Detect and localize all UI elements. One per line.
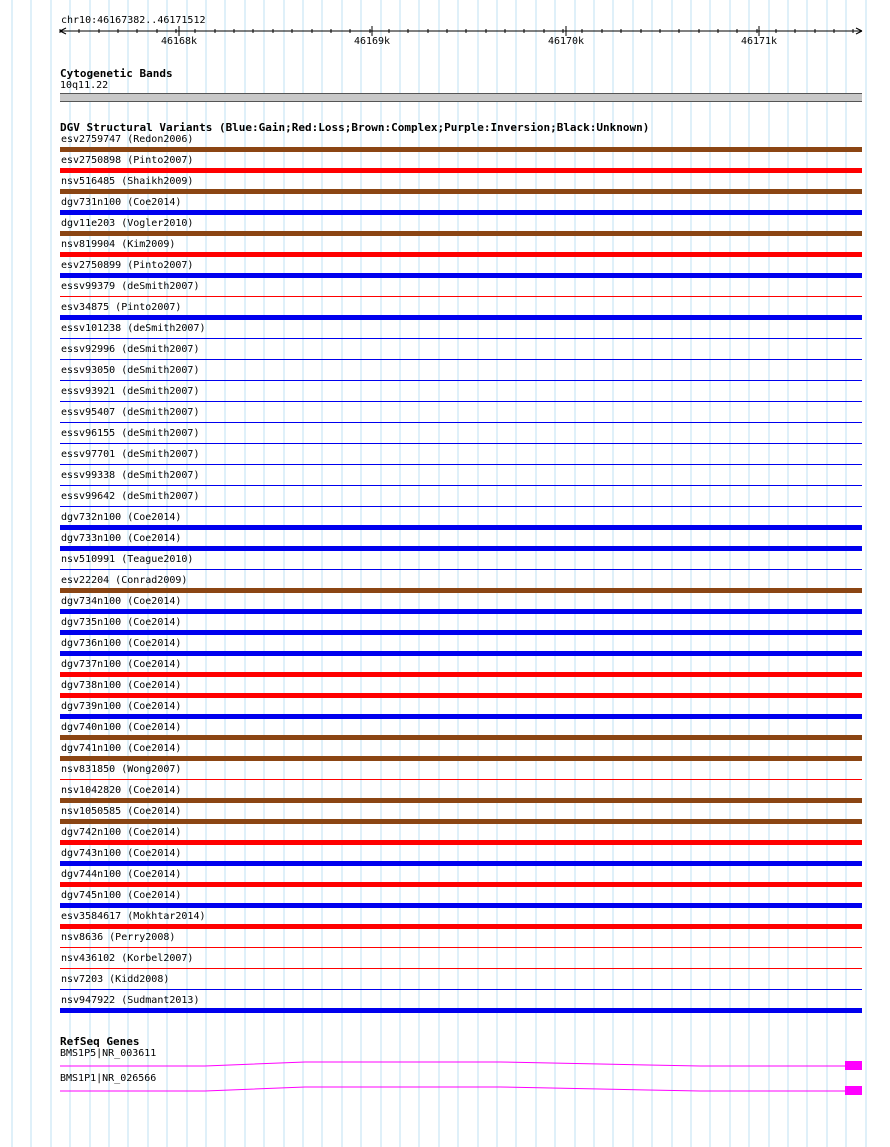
gene-exon-block[interactable]	[845, 1061, 862, 1070]
dgv-feature-label[interactable]: esv22204 (Conrad2009)	[61, 575, 188, 586]
dgv-feature-label[interactable]: dgv745n100 (Coe2014)	[61, 890, 182, 901]
ruler-location: chr10:46167382..46171512	[61, 15, 206, 26]
dgv-feature-label[interactable]: dgv11e203 (Vogler2010)	[61, 218, 194, 229]
dgv-feature-label[interactable]: essv95407 (deSmith2007)	[61, 407, 200, 418]
dgv-feature-label[interactable]: essv92996 (deSmith2007)	[61, 344, 200, 355]
dgv-feature-label[interactable]: essv101238 (deSmith2007)	[61, 323, 206, 334]
dgv-feature-label[interactable]: dgv741n100 (Coe2014)	[61, 743, 182, 754]
dgv-feature-label[interactable]: dgv734n100 (Coe2014)	[61, 596, 182, 607]
dgv-feature-label[interactable]: dgv742n100 (Coe2014)	[61, 827, 182, 838]
ruler-tick-label: 46169k	[353, 36, 391, 47]
dgv-feature-label[interactable]: essv97701 (deSmith2007)	[61, 449, 200, 460]
dgv-feature-label[interactable]: dgv743n100 (Coe2014)	[61, 848, 182, 859]
dgv-feature-label[interactable]: essv99338 (deSmith2007)	[61, 470, 200, 481]
dgv-feature-label[interactable]: esv2750899 (Pinto2007)	[61, 260, 194, 271]
gene-intron-line[interactable]	[60, 1087, 845, 1091]
ruler-tick-label: 46171k	[740, 36, 778, 47]
gene-intron-line[interactable]	[60, 1062, 845, 1066]
dgv-feature-label[interactable]: nsv8636 (Perry2008)	[61, 932, 176, 943]
dgv-feature-label[interactable]: nsv947922 (Sudmant2013)	[61, 995, 200, 1006]
gene-label-bms1p5[interactable]: BMS1P5|NR_003611	[60, 1048, 157, 1059]
dgv-feature-label[interactable]: nsv831850 (Wong2007)	[61, 764, 182, 775]
dgv-feature-label[interactable]: nsv1050585 (Coe2014)	[61, 806, 182, 817]
dgv-feature-label[interactable]: nsv516485 (Shaikh2009)	[61, 176, 194, 187]
dgv-feature-label[interactable]: essv99642 (deSmith2007)	[61, 491, 200, 502]
refseq-track-title[interactable]: RefSeq Genes	[60, 1035, 140, 1048]
dgv-feature-label[interactable]: dgv738n100 (Coe2014)	[61, 680, 182, 691]
dgv-feature-label[interactable]: dgv736n100 (Coe2014)	[61, 638, 182, 649]
dgv-feature-label[interactable]: dgv744n100 (Coe2014)	[61, 869, 182, 880]
dgv-feature-label[interactable]: nsv436102 (Korbel2007)	[61, 953, 194, 964]
dgv-track-title[interactable]: DGV Structural Variants (Blue:Gain;Red:Loss;Brown:Complex;Purple:Inversion;Black:Unknown)	[60, 121, 650, 134]
dgv-feature-label[interactable]: essv99379 (deSmith2007)	[61, 281, 200, 292]
ruler-tick-label: 46168k	[160, 36, 198, 47]
cytobands-track-title[interactable]: Cytogenetic Bands	[60, 67, 173, 80]
ruler-tick-label: 46170k	[547, 36, 585, 47]
dgv-feature-label[interactable]: dgv733n100 (Coe2014)	[61, 533, 182, 544]
dgv-feature-label[interactable]: dgv731n100 (Coe2014)	[61, 197, 182, 208]
dgv-feature-label[interactable]: dgv732n100 (Coe2014)	[61, 512, 182, 523]
dgv-feature-label[interactable]: nsv7203 (Kidd2008)	[61, 974, 170, 985]
dgv-feature-label[interactable]: esv2750898 (Pinto2007)	[61, 155, 194, 166]
dgv-feature-label[interactable]: dgv735n100 (Coe2014)	[61, 617, 182, 628]
dgv-feature-label[interactable]: essv93050 (deSmith2007)	[61, 365, 200, 376]
dgv-feature-label[interactable]: essv93921 (deSmith2007)	[61, 386, 200, 397]
dgv-feature-label[interactable]: nsv1042820 (Coe2014)	[61, 785, 182, 796]
cytoband-label: 10q11.22	[60, 80, 109, 91]
dgv-feature-label[interactable]: esv2759747 (Redon2006)	[61, 134, 194, 145]
dgv-feature-label[interactable]: dgv740n100 (Coe2014)	[61, 722, 182, 733]
dgv-feature-label[interactable]: dgv739n100 (Coe2014)	[61, 701, 182, 712]
gene-label-bms1p1[interactable]: BMS1P1|NR_026566	[60, 1073, 157, 1084]
dgv-feature-label[interactable]: essv96155 (deSmith2007)	[61, 428, 200, 439]
dgv-feature-label[interactable]: nsv510991 (Teague2010)	[61, 554, 194, 565]
dgv-feature-label[interactable]: dgv737n100 (Coe2014)	[61, 659, 182, 670]
dgv-feature-label[interactable]: nsv819904 (Kim2009)	[61, 239, 176, 250]
gene-exon-block[interactable]	[845, 1086, 862, 1095]
dgv-feature-label[interactable]: esv3584617 (Mokhtar2014)	[61, 911, 206, 922]
dgv-feature-label[interactable]: esv34875 (Pinto2007)	[61, 302, 182, 313]
